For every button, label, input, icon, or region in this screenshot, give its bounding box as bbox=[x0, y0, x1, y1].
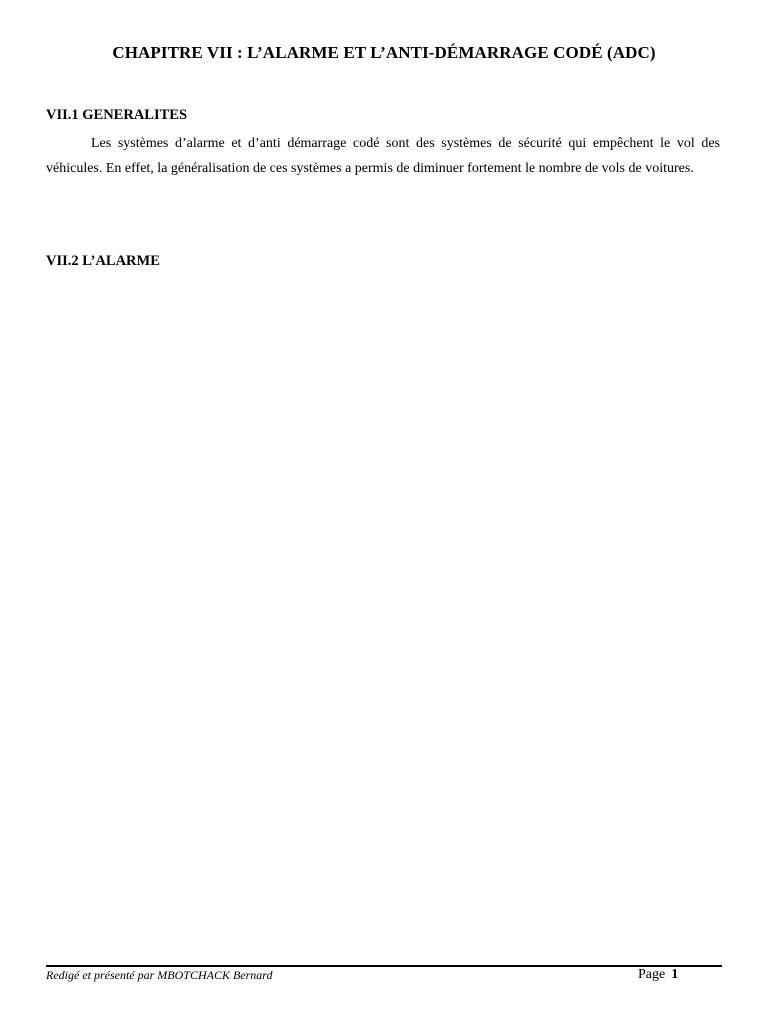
footer-author: Redigé et présenté par MBOTCHACK Bernard bbox=[46, 968, 273, 982]
footer-divider bbox=[46, 965, 722, 967]
chapter-title: CHAPITRE VII : L’ALARME ET L’ANTI-DÉMARRAGE CODÉ (ADC) bbox=[112, 43, 656, 62]
section-heading-generalites: VII.1 GENERALITES bbox=[46, 107, 188, 123]
body-paragraph: Les systèmes d’alarme et d’anti démarrage codé sont des systèmes de sécurité qui empêchent le vol des véhicules. En effet, la généralisation de ces systèmes a permis de diminuer fortement le nombre de vols de voitures. bbox=[46, 136, 720, 176]
section-heading-alarme: VII.2 L’ALARME bbox=[46, 253, 160, 269]
page-number: 1 bbox=[671, 967, 679, 982]
page-label: Page bbox=[638, 967, 666, 982]
footer-page-indicator bbox=[638, 967, 678, 983]
